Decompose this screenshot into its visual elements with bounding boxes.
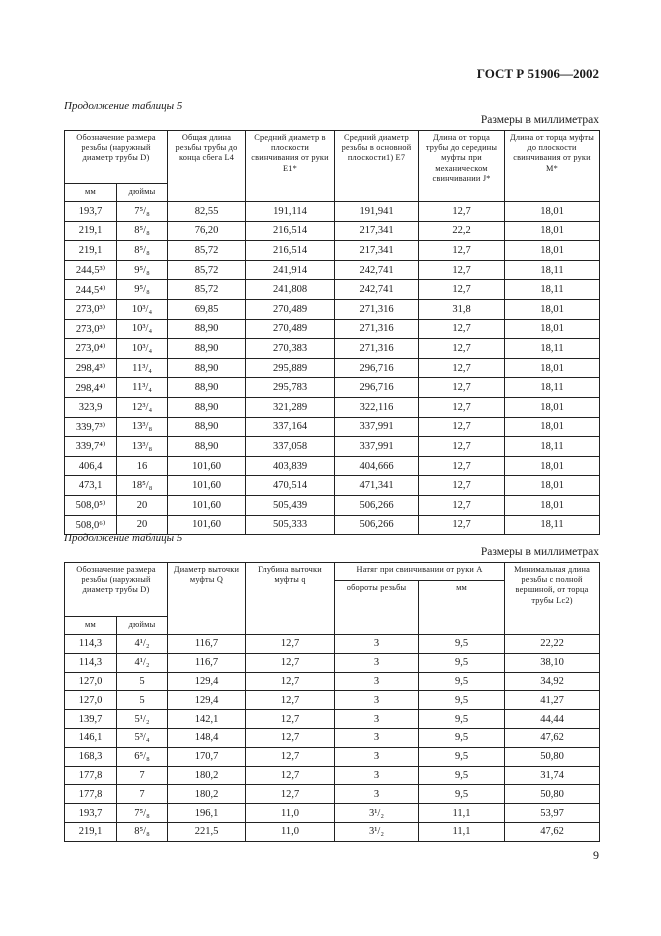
table-cell: 12,7 (419, 202, 505, 222)
table-cell: 47,62 (505, 728, 600, 747)
table-cell: 114,3 (65, 653, 117, 672)
table-cell: 404,666 (335, 456, 419, 476)
table-cell: 18,11 (505, 260, 600, 280)
table-cell: 114,3 (65, 635, 117, 654)
table-cell: 506,266 (335, 515, 419, 535)
table-cell: 116,7 (168, 653, 246, 672)
table-cell: 273,0⁴⁾ (65, 339, 117, 359)
table-row (65, 221, 600, 241)
table-cell: 273,0³⁾ (65, 319, 117, 339)
table-cell: 180,2 (168, 766, 246, 785)
table-cell: 11,0 (246, 804, 335, 823)
table-row (65, 653, 600, 672)
table-cell: 13³/₈ (117, 437, 168, 457)
table-row (65, 822, 600, 841)
table-cell: 242,741 (335, 260, 419, 280)
table-cell: 9⁵/₈ (117, 260, 168, 280)
table-cell: 508,0⁵⁾ (65, 495, 117, 515)
table-cell: 76,20 (168, 221, 246, 241)
table-row (65, 417, 600, 437)
table-cell: 18,11 (505, 339, 600, 359)
table-cell: 12,7 (419, 378, 505, 398)
table-cell: 12,7 (246, 672, 335, 691)
table-cell: 11,1 (419, 804, 505, 823)
table-cell: 9,5 (419, 710, 505, 729)
table-cell: 470,514 (246, 476, 335, 496)
table-row (65, 804, 600, 823)
table-cell: 3 (335, 747, 419, 766)
table-cell: 9,5 (419, 747, 505, 766)
table-cell: 8⁵/₈ (117, 241, 168, 261)
table-cell: 101,60 (168, 495, 246, 515)
table-cell: 101,60 (168, 515, 246, 535)
table-cell: 18,01 (505, 202, 600, 222)
table2-units-label: Размеры в миллиметрах (480, 546, 599, 558)
table-cell: 12,7 (246, 766, 335, 785)
table2-header-col5: обороты резьбы (335, 581, 419, 635)
table-cell: 9,5 (419, 728, 505, 747)
table-cell: 221,5 (168, 822, 246, 841)
table-row (65, 495, 600, 515)
table-cell: 129,4 (168, 691, 246, 710)
table-cell: 3 (335, 785, 419, 804)
table-cell: 10³/₄ (117, 319, 168, 339)
table-cell: 41,27 (505, 691, 600, 710)
table-cell: 219,1 (65, 241, 117, 261)
table-cell: 273,0³⁾ (65, 299, 117, 319)
table-cell: 322,116 (335, 397, 419, 417)
table-cell: 271,316 (335, 339, 419, 359)
table-cell: 53,97 (505, 804, 600, 823)
table-cell: 180,2 (168, 785, 246, 804)
table-cell: 12,7 (419, 397, 505, 417)
table-cell: 12,7 (419, 476, 505, 496)
table2-header-designation: Обозначение размера резьбы (наружный диаметр трубы D) (65, 563, 168, 617)
table-cell: 506,266 (335, 495, 419, 515)
table-row (65, 672, 600, 691)
table-cell: 85,72 (168, 241, 246, 261)
table-cell: 3¹/₂ (335, 822, 419, 841)
table-cell: 22,2 (419, 221, 505, 241)
table-row (65, 397, 600, 417)
table-cell: 270,383 (246, 339, 335, 359)
table-cell: 18,11 (505, 515, 600, 535)
table-row (65, 691, 600, 710)
table-cell: 193,7 (65, 804, 117, 823)
table-row (65, 319, 600, 339)
table-row (65, 728, 600, 747)
table-cell: 18,11 (505, 280, 600, 300)
table-cell: 508,0⁶⁾ (65, 515, 117, 535)
table-cell: 18,01 (505, 476, 600, 496)
table-cell: 85,72 (168, 280, 246, 300)
table-cell: 18,01 (505, 358, 600, 378)
table2-body (65, 635, 600, 842)
table-cell: 12,7 (419, 417, 505, 437)
table-cell: 337,991 (335, 437, 419, 457)
table-cell: 3 (335, 635, 419, 654)
table-cell: 47,62 (505, 822, 600, 841)
table-cell: 337,164 (246, 417, 335, 437)
table-cell: 3 (335, 710, 419, 729)
table-row (65, 437, 600, 457)
table-cell: 3 (335, 672, 419, 691)
table-cell: 11,0 (246, 822, 335, 841)
table2-header-col3: Диаметр выточки муфты Q (168, 563, 246, 635)
table-cell: 31,74 (505, 766, 600, 785)
table-cell: 193,7 (65, 202, 117, 222)
table-row (65, 358, 600, 378)
table-cell: 127,0 (65, 672, 117, 691)
table-cell: 9,5 (419, 785, 505, 804)
table-cell: 88,90 (168, 358, 246, 378)
table-row (65, 241, 600, 261)
table-cell: 101,60 (168, 456, 246, 476)
table-cell: 5 (117, 691, 168, 710)
table-cell: 9,5 (419, 635, 505, 654)
table-cell: 12,7 (246, 635, 335, 654)
table-cell: 177,8 (65, 766, 117, 785)
table-cell: 337,991 (335, 417, 419, 437)
table1-header-mm: мм (65, 184, 117, 202)
table-cell: 244,5³⁾ (65, 260, 117, 280)
table-row (65, 710, 600, 729)
table-cell: 3 (335, 766, 419, 785)
table-cell: 12,7 (419, 280, 505, 300)
table-cell: 12,7 (419, 495, 505, 515)
table-cell: 242,741 (335, 280, 419, 300)
table-row (65, 299, 600, 319)
table-cell: 5¹/₂ (117, 710, 168, 729)
table-cell: 50,80 (505, 785, 600, 804)
table-row (65, 747, 600, 766)
table1-units-label: Размеры в миллиметрах (480, 114, 599, 126)
table-cell: 18,01 (505, 221, 600, 241)
table1-header-col6: Длина от торца трубы до середины муфты при механическом свинчивании J* (419, 131, 505, 202)
table1-body (65, 202, 600, 535)
table-cell: 88,90 (168, 437, 246, 457)
table-cell: 10³/₄ (117, 299, 168, 319)
table-cell: 12,7 (419, 319, 505, 339)
table-cell: 196,1 (168, 804, 246, 823)
table-cell: 8⁵/₈ (117, 822, 168, 841)
table-cell: 216,514 (246, 221, 335, 241)
table-cell: 471,341 (335, 476, 419, 496)
table-row (65, 476, 600, 496)
table-cell: 473,1 (65, 476, 117, 496)
table-cell: 12,7 (419, 260, 505, 280)
table-cell: 241,914 (246, 260, 335, 280)
table-cell: 127,0 (65, 691, 117, 710)
table-cell: 18,01 (505, 241, 600, 261)
table-cell: 12,7 (419, 339, 505, 359)
table-cell: 168,3 (65, 747, 117, 766)
table1-header-col5: Средний диаметр резьбы в основной плоскости1) E7 (335, 131, 419, 202)
table1-header-col3: Общая длина резьбы трубы до конца сбега L4 (168, 131, 246, 202)
table-cell: 18,01 (505, 299, 600, 319)
table-cell: 18,11 (505, 378, 600, 398)
table1-header-col4: Средний диаметр в плоскости свинчивания от руки E1* (246, 131, 335, 202)
table1-header-col7: Длина от торца муфты до плоскости свинчивания от руки M* (505, 131, 600, 202)
table-cell: 7 (117, 766, 168, 785)
table-cell: 12,7 (419, 437, 505, 457)
table2-header-col6: мм (419, 581, 505, 635)
table-cell: 13³/₈ (117, 417, 168, 437)
table-cell: 219,1 (65, 221, 117, 241)
table-cell: 88,90 (168, 378, 246, 398)
table-cell: 12,7 (419, 358, 505, 378)
table-cell: 5 (117, 672, 168, 691)
table-cell: 12,7 (246, 691, 335, 710)
table-cell: 4¹/₂ (117, 635, 168, 654)
table-cell: 295,889 (246, 358, 335, 378)
table-cell: 3 (335, 653, 419, 672)
table-cell: 69,85 (168, 299, 246, 319)
table-cell: 18,01 (505, 456, 600, 476)
table-cell: 3 (335, 728, 419, 747)
table-cell: 505,439 (246, 495, 335, 515)
table-row (65, 260, 600, 280)
table-cell: 191,941 (335, 202, 419, 222)
table-row (65, 456, 600, 476)
table-cell: 88,90 (168, 397, 246, 417)
table-cell: 18⁵/₈ (117, 476, 168, 496)
table-cell: 271,316 (335, 319, 419, 339)
table-cell: 6⁵/₈ (117, 747, 168, 766)
table-cell: 337,058 (246, 437, 335, 457)
table-cell: 7⁵/₈ (117, 202, 168, 222)
table-cell: 12,7 (246, 747, 335, 766)
table2-continuation-label: Продолжение таблицы 5 (64, 532, 183, 544)
table-cell: 11³/₄ (117, 358, 168, 378)
table-cell: 241,808 (246, 280, 335, 300)
table-cell: 406,4 (65, 456, 117, 476)
table-cell: 270,489 (246, 319, 335, 339)
table-cell: 9,5 (419, 766, 505, 785)
table-row (65, 280, 600, 300)
table-cell: 296,716 (335, 358, 419, 378)
table-cell: 9,5 (419, 672, 505, 691)
table-cell: 18,01 (505, 495, 600, 515)
table-cell: 9⁵/₈ (117, 280, 168, 300)
table-cell: 244,5⁴⁾ (65, 280, 117, 300)
table-cell: 5³/₄ (117, 728, 168, 747)
table-cell: 38,10 (505, 653, 600, 672)
table-cell: 7⁵/₈ (117, 804, 168, 823)
table-cell: 34,92 (505, 672, 600, 691)
table-cell: 9,5 (419, 653, 505, 672)
table-cell: 219,1 (65, 822, 117, 841)
table1 (64, 130, 600, 535)
table-cell: 12,7 (246, 710, 335, 729)
table-cell: 88,90 (168, 339, 246, 359)
table-cell: 11³/₄ (117, 378, 168, 398)
table-cell: 129,4 (168, 672, 246, 691)
table-cell: 10³/₄ (117, 339, 168, 359)
table1-header-inch: дюймы (117, 184, 168, 202)
table-cell: 270,489 (246, 299, 335, 319)
table-cell: 142,1 (168, 710, 246, 729)
table-cell: 177,8 (65, 785, 117, 804)
table-cell: 139,7 (65, 710, 117, 729)
table1-continuation-label: Продолжение таблицы 5 (64, 100, 183, 112)
table-cell: 31,8 (419, 299, 505, 319)
table-cell: 116,7 (168, 635, 246, 654)
table-cell: 88,90 (168, 417, 246, 437)
table-cell: 12,7 (419, 456, 505, 476)
table-cell: 101,60 (168, 476, 246, 496)
table-cell: 403,839 (246, 456, 335, 476)
table-cell: 18,01 (505, 417, 600, 437)
standard-designation: ГОСТ Р 51906—2002 (476, 66, 599, 81)
table-cell: 298,4³⁾ (65, 358, 117, 378)
table-cell: 323,9 (65, 397, 117, 417)
table2 (64, 562, 600, 842)
table-cell: 3 (335, 691, 419, 710)
table-cell: 85,72 (168, 260, 246, 280)
table-cell: 4¹/₂ (117, 653, 168, 672)
table-cell: 12,7 (246, 653, 335, 672)
table2-header-col4: Глубина выточки муфты q (246, 563, 335, 635)
table-row (65, 785, 600, 804)
table-row (65, 378, 600, 398)
table-cell: 50,80 (505, 747, 600, 766)
table1-header-designation: Обозначение размера резьбы (наружный диаметр трубы D) (65, 131, 168, 184)
table-cell: 12³/₄ (117, 397, 168, 417)
table-cell: 44,44 (505, 710, 600, 729)
table-cell: 16 (117, 456, 168, 476)
table-cell: 20 (117, 495, 168, 515)
table2-header-inch: дюймы (117, 617, 168, 635)
table-cell: 3¹/₂ (335, 804, 419, 823)
table2-header-mm: мм (65, 617, 117, 635)
table-cell: 339,7³⁾ (65, 417, 117, 437)
table-cell: 7 (117, 785, 168, 804)
table-cell: 298,4⁴⁾ (65, 378, 117, 398)
table-cell: 12,7 (246, 785, 335, 804)
page-number: 9 (593, 848, 599, 862)
table2-header-col7: Минимальная длина резьбы с полной вершиной, от торца трубы Lc2) (505, 563, 600, 635)
table-cell: 88,90 (168, 319, 246, 339)
table-row (65, 202, 600, 222)
table-cell: 321,289 (246, 397, 335, 417)
table-cell: 295,783 (246, 378, 335, 398)
table-row (65, 766, 600, 785)
table-cell: 8⁵/₈ (117, 221, 168, 241)
table-cell: 271,316 (335, 299, 419, 319)
table-cell: 18,01 (505, 397, 600, 417)
table-row (65, 635, 600, 654)
table-cell: 22,22 (505, 635, 600, 654)
table-cell: 216,514 (246, 241, 335, 261)
table-cell: 12,7 (419, 515, 505, 535)
table-cell: 20 (117, 515, 168, 535)
table-cell: 12,7 (246, 728, 335, 747)
table-cell: 339,7⁴⁾ (65, 437, 117, 457)
table-cell: 11,1 (419, 822, 505, 841)
table-cell: 9,5 (419, 691, 505, 710)
table-cell: 217,341 (335, 241, 419, 261)
table-cell: 296,716 (335, 378, 419, 398)
table-cell: 170,7 (168, 747, 246, 766)
table-cell: 148,4 (168, 728, 246, 747)
table-cell: 191,114 (246, 202, 335, 222)
table-cell: 146,1 (65, 728, 117, 747)
table-cell: 12,7 (419, 241, 505, 261)
table-cell: 18,01 (505, 319, 600, 339)
table-cell: 505,333 (246, 515, 335, 535)
table-cell: 82,55 (168, 202, 246, 222)
table-row (65, 339, 600, 359)
table2-header-col56: Натяг при свинчивании от руки A (335, 563, 505, 581)
table-cell: 18,11 (505, 437, 600, 457)
table-cell: 217,341 (335, 221, 419, 241)
